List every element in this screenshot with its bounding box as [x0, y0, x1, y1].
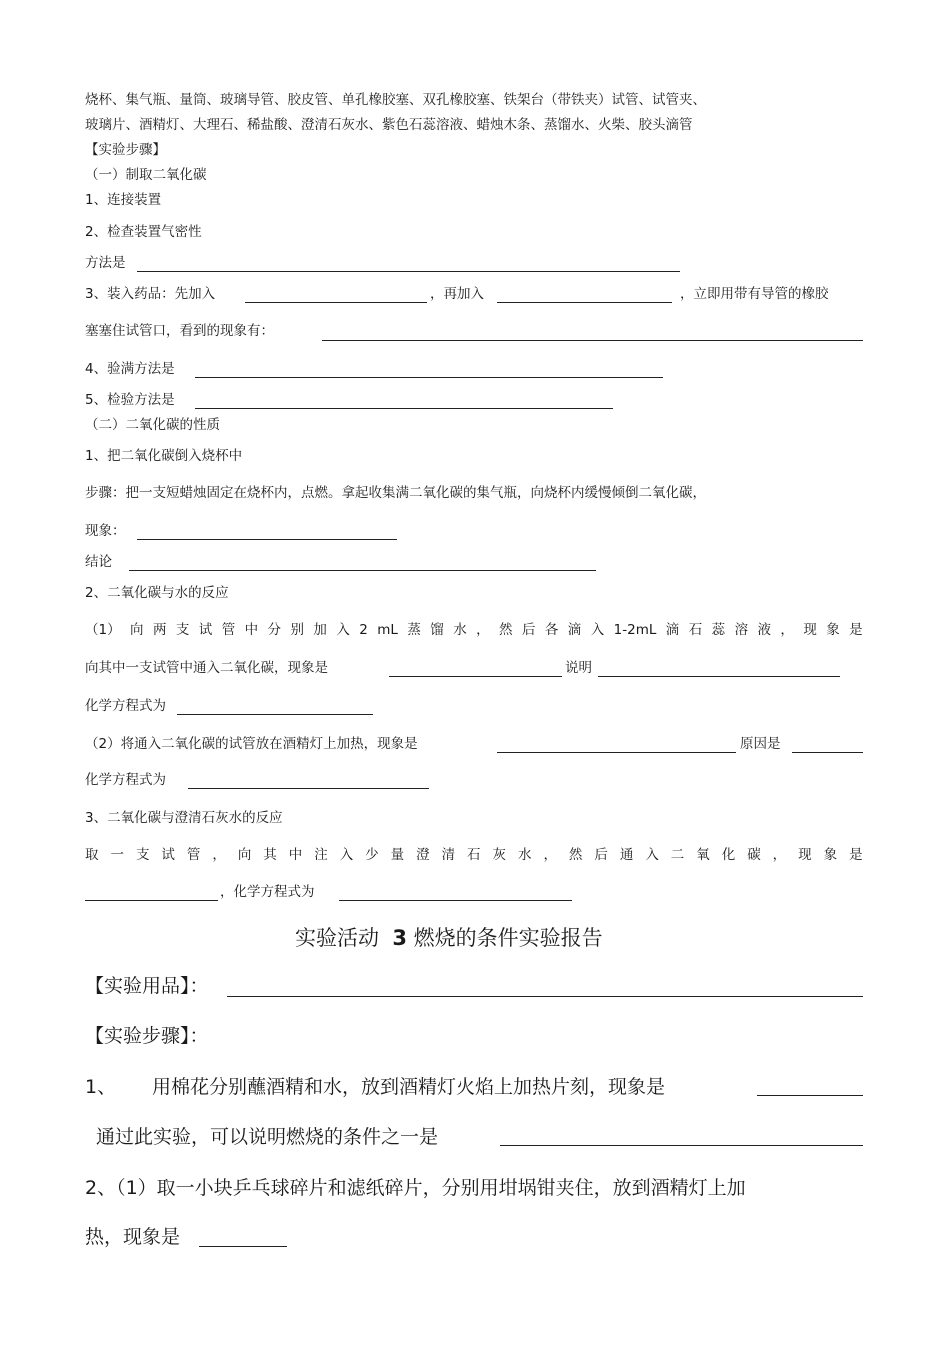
equation-blank-2[interactable] [188, 788, 429, 789]
activity-3-title: 实验活动 3 燃烧的条件实验报告 [295, 926, 603, 950]
first-reagent-blank[interactable] [245, 302, 427, 303]
step-3-then: ，再加入 [430, 286, 484, 302]
conclusion-label: 结论 [85, 554, 112, 570]
test-method-blank[interactable] [195, 408, 613, 409]
steps-label: 【实验步骤】： [85, 1025, 209, 1047]
materials-line-1: 烧杯、集气瓶、量筒、玻璃导管、胶皮管、单孔橡胶塞、双孔橡胶塞、铁架台（带铁夹）试管、试管夹、 [85, 92, 706, 108]
fill-check-blank[interactable] [195, 377, 663, 378]
property-1-title: 1、把二氧化碳倒入烧杯中 [85, 448, 243, 464]
cotton-phenomenon-blank[interactable] [757, 1095, 863, 1096]
activity-3-step-1: 用棉花分别蘸酒精和水，放到酒精灯火焰上加热片刻，现象是 [152, 1076, 666, 1098]
step-4: 4、验满方法是 [85, 361, 175, 377]
step-3-continue: ，立即用带有导管的橡胶 [680, 286, 829, 302]
phenomenon-label: 现象： [85, 523, 126, 539]
part2-heading: （二）二氧化碳的性质 [85, 417, 220, 433]
property-3-title: 3、二氧化碳与澄清石灰水的反应 [85, 810, 283, 826]
property-2-step-1: （1） 向 两 支 试 管 中 分 别 加 入 2 mL 蒸 馏 水 ， 然 后 各 滴 入 1-2mL 滴 石 蕊 溶 液 ， 现 象 是 [85, 622, 863, 638]
equation-label: 化学方程式为 [85, 698, 166, 714]
activity-3-step-2: 2、（1）取一小块乒乓球碎片和滤纸碎片，分别用坩埚钳夹住，放到酒精灯上加 [85, 1177, 746, 1199]
materials-line-2: 玻璃片、酒精灯、大理石、稀盐酸、澄清石灰水、紫色石蕊溶液、蜡烛木条、蒸馏水、火柴、胶头滴管 [85, 117, 693, 133]
property-3-steps: 取 一 支 试 管 ， 向 其 中 注 入 少 量 澄 清 石 灰 水 ， 然 后 通 入 二 氧 化 碳 ， 现 象 是 [85, 847, 863, 863]
activity-3-step-2-cont: 热，现象是 [85, 1226, 181, 1248]
property-2-step-1-co2: 向其中一支试管中通入二氧化碳，现象是 [85, 660, 328, 676]
phenomenon-blank[interactable] [137, 539, 397, 540]
activity-3-step-1-conclusion: 通过此实验，可以说明燃烧的条件之一是 [96, 1126, 439, 1148]
limewater-equation-label: ，化学方程式为 [220, 884, 315, 900]
heating-phenomenon-blank[interactable] [497, 752, 736, 753]
method-label: 方法是 [85, 255, 126, 271]
step-1: 1、连接装置 [85, 192, 162, 208]
explain-blank[interactable] [598, 676, 840, 677]
property-2-title: 2、二氧化碳与水的反应 [85, 585, 229, 601]
combustion-condition-blank[interactable] [500, 1145, 863, 1146]
steps-heading: 【实验步骤】 [85, 142, 166, 158]
equation-label-2: 化学方程式为 [85, 772, 166, 788]
materials-blank[interactable] [227, 996, 863, 997]
materials-label: 【实验用品】： [85, 975, 209, 997]
step-5: 5、检验方法是 [85, 392, 175, 408]
conclusion-blank[interactable] [129, 570, 596, 571]
limewater-phenomenon-blank[interactable] [85, 900, 218, 901]
observation-blank[interactable] [322, 340, 863, 341]
method-blank[interactable] [137, 271, 680, 272]
equation-blank[interactable] [177, 714, 373, 715]
step-3-label: 3、装入药品：先加入 [85, 286, 216, 302]
activity-3-step-1-num: 1、 [85, 1076, 117, 1098]
second-reagent-blank[interactable] [497, 302, 672, 303]
reason-label: 原因是 [740, 736, 781, 752]
step-3-observation-label: 塞塞住试管口，看到的现象有： [85, 323, 274, 339]
explain-label: 说明 [565, 660, 592, 676]
part1-heading: （一）制取二氧化碳 [85, 167, 207, 183]
reason-blank[interactable] [792, 752, 863, 753]
pingpong-phenomenon-blank[interactable] [199, 1246, 287, 1247]
limewater-equation-blank[interactable] [339, 900, 572, 901]
property-2-step-2: （2）将通入二氧化碳的试管放在酒精灯上加热，现象是 [85, 736, 418, 752]
step-2: 2、检查装置气密性 [85, 224, 202, 240]
property-1-steps: 步骤：把一支短蜡烛固定在烧杯内，点燃。拿起收集满二氧化碳的集气瓶，向烧杯内缓慢倾倒二氧化碳， [85, 485, 706, 501]
co2-phenomenon-blank[interactable] [389, 676, 562, 677]
